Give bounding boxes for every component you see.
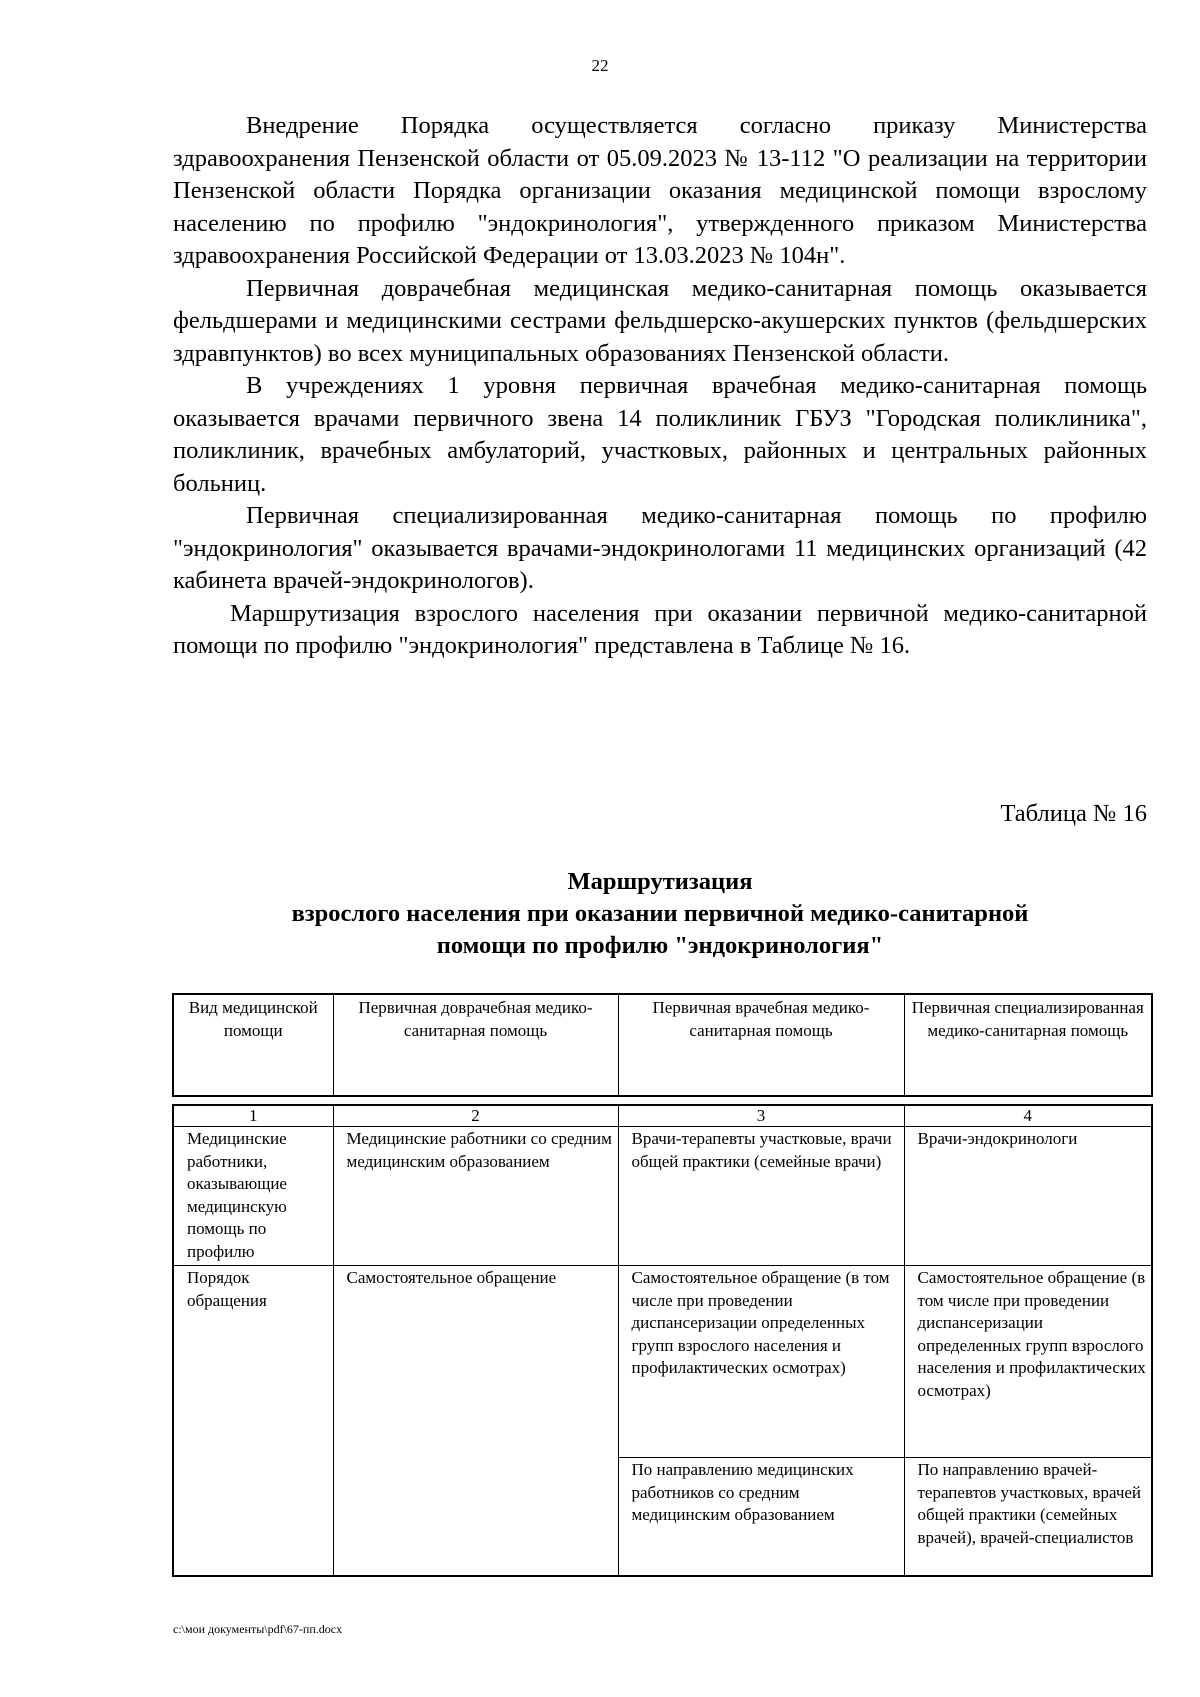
column-number: 2 — [333, 1105, 618, 1127]
page-number: 22 — [591, 56, 609, 75]
table-title-line-3: помощи по профилю "эндокринология" — [436, 932, 884, 959]
header-cell-specialized: Первичная специализированная медико-санитарная помощь — [904, 994, 1152, 1096]
cell-workers-prehospital: Медицинские работники со средним медицинским образованием — [333, 1127, 618, 1266]
body-text — [173, 110, 1147, 663]
header-row — [173, 994, 1152, 1096]
cell-order-primary-self: Самостоятельное обращение (в том числе при проведении диспансеризации определенных групп взрослого населения и профилактических осмотрах) — [618, 1266, 904, 1458]
cell-order-prehospital: Самостоятельное обращение — [333, 1266, 618, 1576]
footer-file-path: c:\мои документы\pdf\67-пп.docx — [173, 1622, 343, 1636]
table-title-line-2: взрослого населения при оказании первичной медико-санитарной — [291, 900, 1029, 927]
cell-workers-specialized: Врачи-эндокринологи — [904, 1127, 1152, 1266]
cell-order-primary-referral: По направлению медицинских работников со средним медицинским образованием — [618, 1458, 904, 1576]
paragraph-specialized-care: Первичная специализированная медико-санитарная помощь по профилю "эндокринология" оказывается врачами-эндокринологами 11 медицинских организаций (42 кабинета врачей-эндокринологов). — [173, 502, 1147, 594]
header-cell-primary-physician: Первичная врачебная медико-санитарная помощь — [618, 994, 904, 1096]
paragraph-order-introduction: Внедрение Порядка осуществляется согласно приказу Министерства здравоохранения Пензенской области от 05.09.2023 № 13-112 "О реализации на территории Пензенской области Порядка организации оказания медицинской помощи взрослому населению по профилю "эндокринология", утвержденного приказом Министерства здравоохранения Российской Федерации от 13.03.2023 № 104н". — [173, 112, 1147, 269]
column-number: 3 — [618, 1105, 904, 1127]
column-number: 4 — [904, 1105, 1152, 1127]
row-label-workers: Медицинские работники, оказывающие медицинскую помощь по профилю — [173, 1127, 333, 1266]
table-number: Таблица № 16 — [1000, 800, 1147, 827]
header-cell-prehospital: Первичная доврачебная медико-санитарная помощь — [333, 994, 618, 1096]
routing-table — [172, 1104, 1153, 1577]
paragraph-level-1-care: В учреждениях 1 уровня первичная врачебная медико-санитарная помощь оказывается врачами первичного звена 14 поликлиник ГБУЗ "Городская поликлиника", поликлиник, врачебных амбулаторий, участковых, районных и центральных районных больниц. — [173, 372, 1147, 497]
table-title — [173, 866, 1147, 962]
table-title-line-1: Маршрутизация — [567, 868, 753, 895]
column-number: 1 — [173, 1105, 333, 1127]
header-cell-care-type: Вид медицинской помощи — [173, 994, 333, 1096]
cell-workers-primary: Врачи-терапевты участковые, врачи общей практики (семейные врачи) — [618, 1127, 904, 1266]
column-number-row — [173, 1105, 1152, 1127]
table-row-workers — [173, 1127, 1152, 1266]
paragraph-prehospital-care: Первичная доврачебная медицинская медико-санитарная помощь оказывается фельдшерами и медицинскими сестрами фельдшерско-акушерских пунктов (фельдшерских здравпунктов) во всех муниципальных образованиях Пензенской области. — [173, 274, 1147, 367]
paragraph-routing-reference: Маршрутизация взрослого населения при оказании первичной медико-санитарной помощи по профилю "эндокринология" представлена в Таблице № 16. — [173, 599, 1147, 659]
row-label-order: Порядок обращения — [173, 1266, 333, 1576]
cell-order-specialized-referral: По направлению врачей-терапевтов участковых, врачей общей практики (семейных врачей), врачей-специалистов — [904, 1458, 1152, 1576]
routing-table-header — [172, 993, 1153, 1097]
cell-order-specialized-self: Самостоятельное обращение (в том числе при проведении диспансеризации определенных групп взрослого населения и профилактических осмотрах) — [904, 1266, 1152, 1458]
table-row-order-self — [173, 1266, 1152, 1458]
